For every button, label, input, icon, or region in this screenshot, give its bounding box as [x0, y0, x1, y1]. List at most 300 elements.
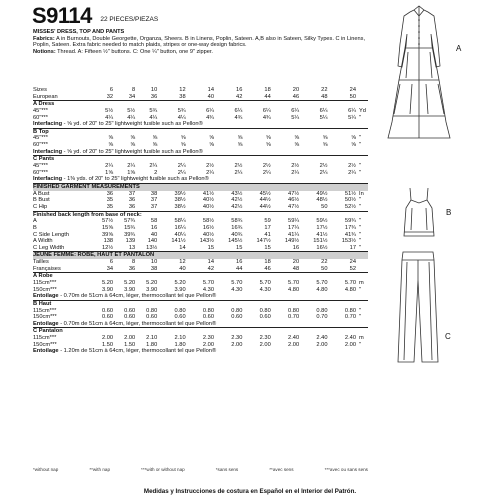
table-cell: 1⅝ [127, 169, 136, 176]
table-cell: 2¼ [291, 169, 300, 176]
table-cell: 44½ [242, 204, 270, 211]
note-text: - 1⅜ yds. of 20" to 25" lightweight fusible such as Pellon® [62, 176, 209, 183]
table-cell: 49½ [316, 190, 328, 197]
table-cell: 38 [157, 94, 185, 101]
table-cell: 0.70 [288, 314, 300, 321]
table-cell: 16½ [202, 224, 214, 231]
table-cell: 2.00 [344, 341, 356, 348]
dress-illustration [384, 4, 462, 142]
table-cell: 6¼ [348, 107, 356, 114]
table-cell: 1.80 [174, 341, 186, 348]
table-cell: 17¾ [344, 224, 356, 231]
footnote: ***avec ou sans sens [324, 467, 368, 472]
table-cell: 50½ [344, 197, 356, 204]
note-text: - 0.70m de 51cm à 64cm, léger, thermocollant tel que Pellon® [58, 293, 217, 300]
table-cell: 50 [299, 204, 327, 211]
table-cell: 10 [150, 259, 158, 266]
table-cell: 5¾ [177, 107, 186, 114]
unit-cell: " [359, 197, 362, 204]
table-cell: 41 [264, 231, 271, 238]
footnote: ***with or without nap [141, 467, 185, 472]
section-heading [33, 300, 368, 307]
section-heading [33, 156, 368, 163]
table-cell: 34 [113, 94, 135, 101]
table-cell: 4.80 [316, 286, 328, 293]
table-cell: 147½ [256, 238, 271, 245]
table-cell: ⅝ [108, 142, 114, 149]
table-cell: 0.60 [124, 314, 136, 321]
table-cell: 4.30 [202, 286, 214, 293]
table-cell: 16¼ [174, 224, 186, 231]
row-label: 45"*** [33, 135, 48, 142]
row-label: 150cm*** [33, 286, 57, 293]
row-label: C Side Length [33, 231, 70, 238]
table-cell: 0.70 [316, 314, 328, 321]
section-heading [33, 273, 368, 280]
table-cell: 58½ [202, 218, 214, 225]
table-cell: 2¼ [127, 163, 136, 170]
header [32, 4, 372, 28]
table-cell: 141½ [171, 238, 186, 245]
row-label: 60"*** [33, 142, 48, 149]
unit-cell: " [359, 307, 362, 314]
interfacing-note [33, 149, 368, 156]
table-cell: 16¾ [231, 224, 243, 231]
table-cell: 0.80 [146, 307, 158, 314]
table-cell: ⅝ [209, 135, 214, 142]
table-cell: 18 [264, 87, 271, 94]
note-label: Entoilage [33, 320, 59, 327]
footnote: *without nap [33, 467, 59, 472]
figure-a-label: A [456, 44, 462, 53]
table-row [33, 218, 368, 225]
row-label: C Hip [33, 204, 91, 211]
table-cell: 0.60 [174, 314, 186, 321]
table-cell: 153½ [341, 238, 356, 245]
table-cell: ⅝ [322, 135, 328, 142]
table-cell: 0.70 [344, 314, 356, 321]
table-cell: 58¾ [231, 218, 243, 225]
table-cell: 4¼ [105, 114, 114, 121]
table-cell: 57½ [102, 218, 114, 225]
table-cell: 2.40 [288, 335, 300, 342]
row-label: Sizes [33, 87, 47, 94]
table-cell: 37 [128, 190, 136, 197]
table-cell: 3.90 [102, 286, 114, 293]
table-cell: 0.60 [124, 307, 136, 314]
table-cell: 0.80 [344, 307, 356, 314]
fabrics-line [33, 36, 368, 49]
yardage-table [33, 87, 368, 355]
table-cell: 48 [271, 266, 299, 273]
table-cell: 16 [292, 244, 300, 251]
unit-cell: " [359, 135, 362, 142]
table-cell: 2.30 [231, 335, 243, 342]
table-cell: 2.30 [259, 335, 271, 342]
table-cell: 38 [150, 190, 158, 197]
table-cell: 0.60 [259, 314, 271, 321]
table-cell: 14 [207, 259, 214, 266]
row-label: European [33, 94, 91, 101]
interfacing-note [33, 348, 368, 355]
table-cell: 36 [135, 94, 157, 101]
table-cell: 0.80 [231, 307, 243, 314]
table-cell: ⅝ [265, 142, 271, 149]
table-cell: 37 [135, 204, 157, 211]
table-cell: 5¾ [149, 107, 158, 114]
table-cell: 0.60 [102, 307, 114, 314]
table-cell: 17 [349, 244, 356, 251]
table-cell: 20 [292, 87, 300, 94]
table-cell: 46 [242, 266, 270, 273]
table-row [33, 108, 368, 115]
table-cell: 2.10 [146, 335, 158, 342]
table-cell: 4¾ [262, 114, 271, 121]
row-label: C Leg Width [33, 244, 65, 251]
section-label: B Top [33, 128, 368, 135]
table-cell: 40 [186, 94, 214, 101]
table-cell: 51½ [344, 190, 356, 197]
table-cell: 2.40 [316, 335, 328, 342]
footnote: **with nap [89, 467, 111, 472]
table-cell: 5¼ [348, 114, 356, 121]
table-cell: 6 [109, 259, 114, 266]
table-row [33, 238, 368, 245]
table-cell: 6 [109, 87, 114, 94]
note-label: Entoilage [33, 293, 59, 300]
table-cell: 43½ [231, 190, 243, 197]
table-cell: 2.00 [124, 335, 136, 342]
table-cell: 39¾ [124, 231, 136, 238]
table-cell: 17½ [316, 224, 328, 231]
table-cell: ⅝ [237, 135, 243, 142]
table-cell: 8 [131, 87, 136, 94]
table-cell: 5.70 [259, 279, 271, 286]
table-cell: 40½ [202, 231, 214, 238]
table-cell: 32 [91, 94, 113, 101]
note-label: Entoilage [33, 348, 59, 355]
row-label: 60"*** [33, 169, 48, 176]
table-cell: 16 [236, 259, 243, 266]
table-cell: 45½ [259, 190, 271, 197]
table-cell: 38½ [157, 204, 185, 211]
table-cell: 151½ [313, 238, 328, 245]
table-cell: 2.00 [231, 341, 243, 348]
table-cell: 2.00 [202, 341, 214, 348]
table-cell: 35 [91, 204, 113, 211]
table-cell: 42 [186, 266, 214, 273]
note-label: Interfacing [33, 148, 63, 155]
unit-cell: " [356, 204, 368, 211]
section-label: C Pantalon [33, 328, 368, 335]
table-cell: 38½ [174, 197, 186, 204]
table-cell: ⅝ [265, 135, 271, 142]
table-cell: 41¾ [344, 231, 356, 238]
section-label: A Dress [33, 101, 368, 108]
table-cell: 5.70 [344, 279, 356, 286]
table-cell: 145½ [228, 238, 243, 245]
row-label: A [33, 218, 37, 225]
table-cell: 2.30 [202, 335, 214, 342]
table-cell: 4.80 [344, 286, 356, 293]
pants-illustration [395, 250, 451, 368]
row-label: 60"*** [33, 114, 48, 121]
notions-text: Thread. A: Fifteen ½" buttons. C: One ¼" button, one 9" zipper. [57, 48, 213, 55]
row-label: Tailles [33, 259, 49, 266]
table-row [33, 94, 368, 101]
unit-cell: In [359, 190, 364, 197]
table-cell: 59¼ [288, 218, 300, 225]
table-cell: 6¼ [262, 107, 271, 114]
table-cell: 17 [264, 224, 271, 231]
section-label: A Robe [33, 273, 368, 280]
unit-cell: " [359, 218, 362, 225]
table-cell: 15 [236, 244, 243, 251]
figure-b-label: B [446, 208, 452, 217]
unit-cell: " [359, 169, 362, 176]
table-cell: 15¾ [124, 224, 136, 231]
table-cell: 35 [106, 197, 114, 204]
table-cell: 59½ [316, 218, 328, 225]
table-row [33, 259, 368, 266]
table-cell: 5.20 [174, 279, 186, 286]
unit-cell [356, 94, 368, 101]
table-cell: 16½ [316, 244, 328, 251]
unit-cell: " [359, 231, 362, 238]
unit-cell [356, 259, 368, 266]
table-cell: 22 [321, 87, 328, 94]
table-cell: 0.80 [316, 307, 328, 314]
table-cell: 0.80 [288, 307, 300, 314]
pieces-count: 22 PIECES/PIEZAS [100, 16, 159, 23]
table-cell: 2¼ [177, 163, 186, 170]
table-cell: 36 [113, 204, 135, 211]
table-row [33, 135, 368, 142]
section-heading [33, 128, 368, 135]
table-cell: 5.20 [124, 279, 136, 286]
table-cell: 47½ [271, 204, 299, 211]
figure-c-label: C [445, 332, 451, 341]
table-cell: 2¼ [234, 169, 243, 176]
section-label: JEUNE FEMME: ROBE, HAUT ET PANTALON [33, 252, 368, 259]
table-cell: 17¼ [288, 224, 300, 231]
table-cell: 6¼ [319, 107, 328, 114]
table-cell: ⅝ [351, 135, 356, 142]
table-cell: 37 [150, 197, 158, 204]
table-cell: 2½ [262, 163, 271, 170]
table-cell: 138 [103, 238, 114, 245]
table-cell: 4¼ [149, 114, 158, 121]
table-cell: 15 [207, 244, 214, 251]
table-cell: 4¼ [127, 114, 136, 121]
unit-cell: " [359, 163, 362, 170]
table-cell: 5¼ [291, 114, 300, 121]
fabrics-label: Fabrics: [33, 35, 55, 42]
table-cell: 44 [242, 94, 270, 101]
table-cell: 15⅝ [102, 224, 114, 231]
interfacing-note [33, 121, 368, 128]
table-cell: ⅝ [180, 135, 186, 142]
interfacing-note [33, 321, 368, 328]
table-cell: 24 [349, 87, 356, 94]
table-cell: 5.20 [146, 279, 158, 286]
top-illustration [398, 186, 452, 238]
table-cell: 149½ [284, 238, 300, 245]
row-label: B Bust [33, 197, 50, 204]
table-cell: 44 [214, 266, 242, 273]
table-cell: 12 [179, 87, 186, 94]
table-cell: 47½ [288, 190, 300, 197]
table-cell: ⅝ [130, 142, 136, 149]
table-cell: 2¼ [105, 163, 114, 170]
table-cell: 41½ [316, 231, 328, 238]
table-cell: 2¼ [206, 169, 214, 176]
table-cell: 15 [264, 244, 271, 251]
table-cell: 42 [214, 94, 242, 101]
unit-cell: m [359, 279, 364, 286]
table-cell: 5½ [127, 107, 136, 114]
unit-cell [356, 266, 368, 273]
table-cell: 2¼ [262, 169, 271, 176]
table-cell: 58 [150, 218, 158, 225]
table-cell: 57¾ [124, 218, 136, 225]
section-label: FINISHED GARMENT MEASUREMENTS [33, 183, 368, 190]
table-cell: 5.70 [316, 279, 328, 286]
table-cell: ⅝ [351, 142, 356, 149]
table-cell: 59¾ [344, 218, 356, 225]
table-cell: 2½ [319, 163, 328, 170]
table-cell: 2.00 [102, 335, 114, 342]
table-cell: ⅝ [294, 142, 300, 149]
table-cell: 2.00 [316, 341, 328, 348]
table-cell: 5.20 [102, 279, 114, 286]
table-cell: 38 [135, 266, 157, 273]
table-cell: 16 [150, 224, 158, 231]
table-row [33, 197, 368, 204]
table-cell: 4¼ [177, 114, 186, 121]
unit-cell [356, 87, 368, 94]
table-row [33, 245, 368, 252]
table-cell: 22 [321, 259, 328, 266]
table-cell: 40½ [202, 197, 214, 204]
interfacing-note [33, 176, 368, 183]
table-cell: 1⅝ [105, 169, 114, 176]
table-row [33, 163, 368, 170]
note-text: - ⅝ yd. of 20" to 25" lightweight fusible such as Pellon® [62, 121, 203, 128]
table-cell: 52 [327, 266, 356, 273]
table-cell: 0.60 [146, 314, 158, 321]
table-cell: 0.80 [202, 307, 214, 314]
table-cell: 41¼ [288, 231, 300, 238]
table-cell: 3.90 [124, 286, 136, 293]
table-cell: 3.90 [146, 286, 158, 293]
table-cell: 6¼ [291, 107, 300, 114]
row-label: 115cm*** [33, 335, 57, 342]
note-label: Finished back length from base of neck: [33, 211, 142, 218]
table-cell: 6¼ [234, 107, 243, 114]
table-cell: 10 [150, 87, 158, 94]
table-cell: 34 [91, 266, 113, 273]
table-cell: 2¼ [177, 169, 186, 176]
table-cell: 2½ [234, 163, 243, 170]
table-cell: 14 [207, 87, 214, 94]
intro-text [33, 29, 368, 55]
table-cell: 36 [106, 190, 114, 197]
table-cell: 5.70 [202, 279, 214, 286]
table-cell: ⅝ [294, 135, 300, 142]
footnote: *sans sens [215, 467, 239, 472]
row-label: 45"*** [33, 107, 48, 114]
table-cell: 16 [236, 87, 243, 94]
interfacing-note [33, 293, 368, 300]
note-label: Interfacing [33, 121, 63, 128]
table-cell: ⅝ [130, 135, 136, 142]
section-band [33, 252, 368, 259]
table-cell: 2¼ [319, 169, 328, 176]
unit-cell: " [359, 224, 362, 231]
table-cell: 2.00 [288, 341, 300, 348]
unit-cell: Yd [359, 107, 366, 114]
unit-cell: m [359, 335, 364, 342]
table-row [33, 266, 368, 273]
table-cell: 2.40 [344, 335, 356, 342]
section-label: B Haut [33, 300, 368, 307]
note-text: - 0.70m de 51cm à 64cm, léger, thermocollant tel que Pellon® [58, 320, 217, 327]
table-cell: 6¼ [206, 107, 214, 114]
table-cell: 2 [154, 169, 158, 176]
table-cell: 2¼ [149, 163, 158, 170]
table-cell: 40 [157, 266, 185, 273]
table-cell: 4¾ [234, 114, 243, 121]
table-cell: 58¼ [174, 218, 186, 225]
table-cell: 8 [131, 259, 136, 266]
table-cell: ⅝ [152, 135, 158, 142]
table-cell: 2½ [291, 163, 300, 170]
section-band [33, 183, 368, 190]
table-cell: 41½ [202, 190, 214, 197]
table-cell: 2½ [206, 163, 214, 170]
row-label: 115cm*** [33, 279, 57, 286]
table-cell: 0.60 [231, 314, 243, 321]
fabrics-text: A in Burnouts, Double Georgette, Organza, Sheers. B in Linens, Poplin, Sateen. A,B also in Sateen, Silky Types. C in Linens, Poplin, Sateen. Extra fabric needed to match plaids, stripes or one-way design fabrics. [33, 35, 365, 49]
table-cell: 39½ [174, 190, 186, 197]
table-cell: 40¼ [174, 231, 186, 238]
section-heading [33, 328, 368, 335]
unit-cell: " [359, 142, 362, 149]
table-cell: 52½ [327, 204, 356, 211]
unit-cell: " [359, 114, 362, 121]
unit-cell: " [359, 244, 362, 251]
table-cell: 36 [113, 266, 135, 273]
table-cell: 24 [349, 259, 356, 266]
row-label: 45"*** [33, 163, 48, 170]
table-cell: ⅝ [180, 142, 186, 149]
row-label: Françaises [33, 266, 91, 273]
row-label: B [33, 224, 37, 231]
table-row [33, 314, 368, 321]
table-cell: ⅝ [322, 142, 328, 149]
table-cell: 40 [150, 231, 158, 238]
section-heading [33, 101, 368, 108]
notions-line [33, 49, 368, 56]
pattern-number: S9114 [32, 3, 92, 28]
row-label: 150cm*** [33, 314, 57, 321]
unit-cell: " [359, 314, 362, 321]
table-row [33, 87, 368, 94]
row-label: A Bust [33, 190, 50, 197]
table-cell: ⅝ [237, 142, 243, 149]
table-cell: 59 [264, 218, 271, 225]
